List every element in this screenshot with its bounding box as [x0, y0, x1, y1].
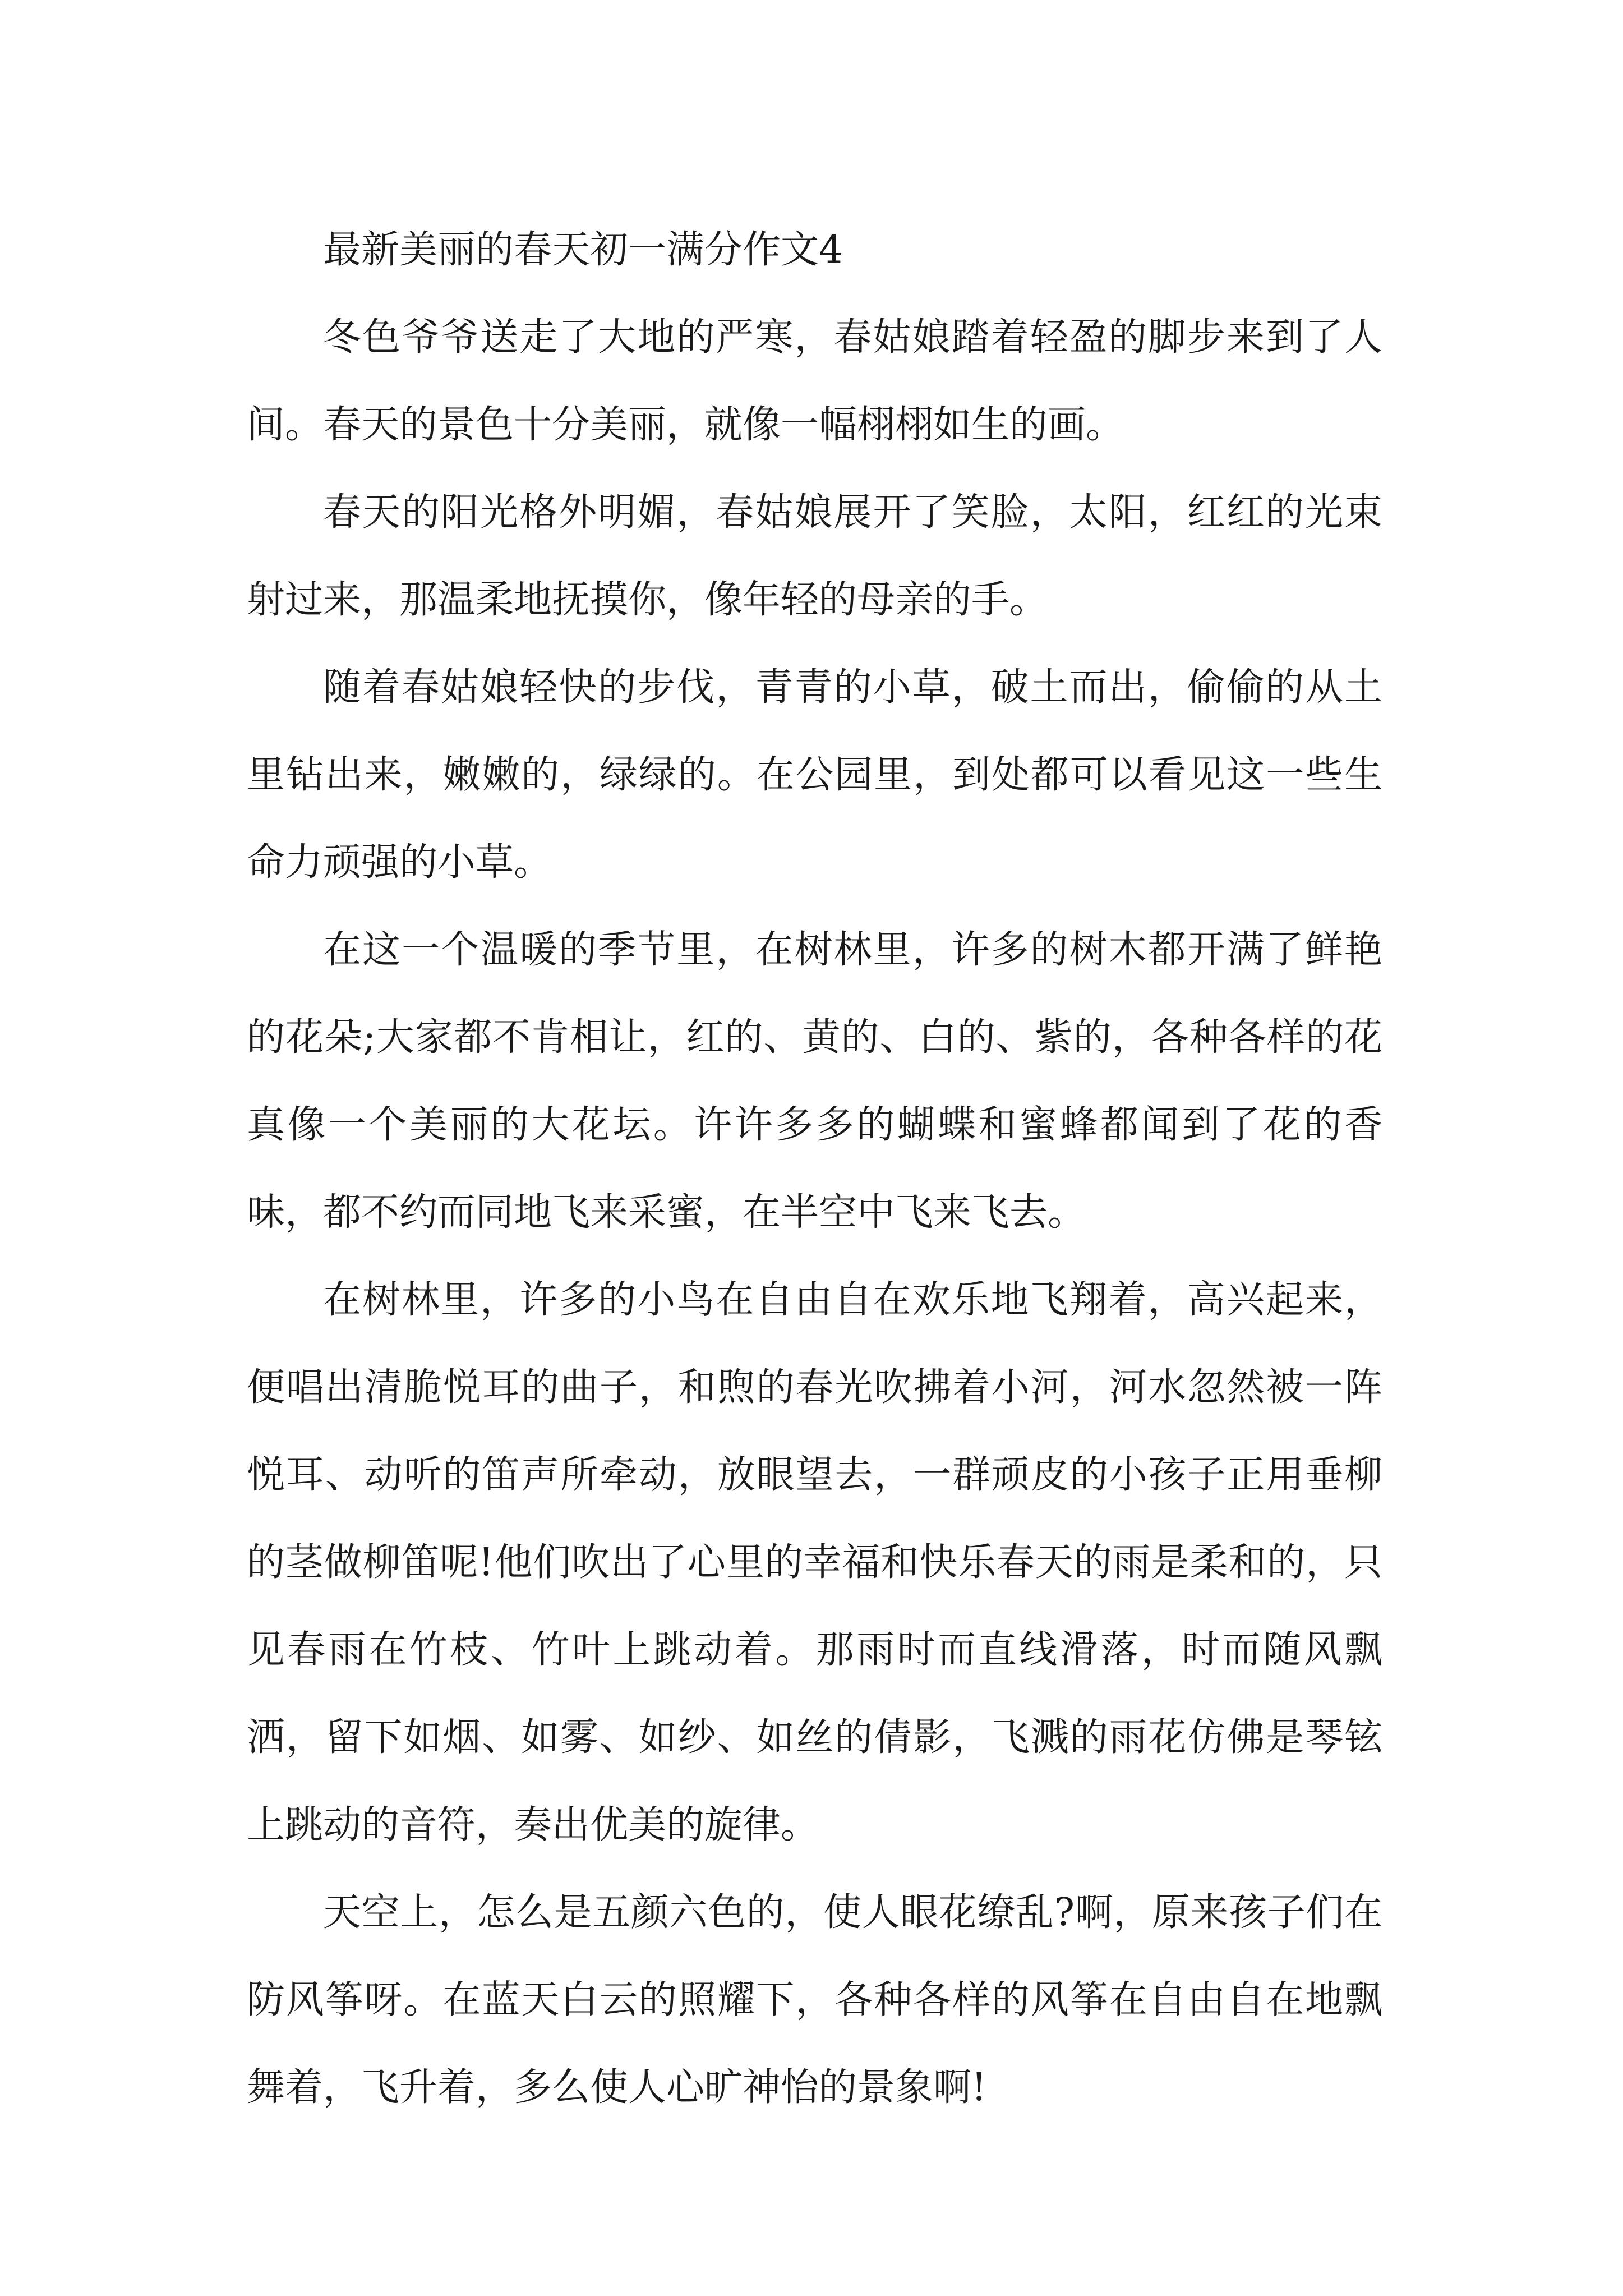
paragraph-1: 冬色爷爷送走了大地的严寒，春姑娘踏着轻盈的脚步来到了人间。春天的景色十分美丽，就像一幅栩栩如生的画。 [247, 315, 1382, 447]
document-body [247, 206, 1382, 2132]
paragraph-5: 在树林里，许多的小鸟在自由自在欢乐地飞翔着，高兴起来，便唱出清脆悦耳的曲子，和煦的春光吹拂着小河，河水忽然被一阵悦耳、动听的笛声所牵动，放眼望去，一群顽皮的小孩子正用垂柳的茎做柳笛呢!他们吹出了心里的幸福和快乐春天的雨是柔和的，只见春雨在竹枝、竹叶上跳动着。那雨时而直线滑落，时而随风飘洒，留下如烟、如雾、如纱、如丝的倩影，飞溅的雨花仿佛是琴铉上跳动的音符，奏出优美的旋律。 [247, 1278, 1382, 1847]
paragraph-4: 在这一个温暖的季节里，在树林里，许多的树木都开满了鲜艳的花朵;大家都不肯相让，红的、黄的、白的、紫的，各种各样的花真像一个美丽的大花坛。许许多多的蝴蝶和蜜蜂都闻到了花的香味，都不约而同地飞来采蜜，在半空中飞来飞去。 [247, 928, 1382, 1235]
document-title: 最新美丽的春天初一满分作文4 [323, 228, 843, 272]
paragraph-6: 天空上，怎么是五颜六色的，使人眼花缭乱?啊，原来孩子们在防风筝呀。在蓝天白云的照耀下，各种各样的风筝在自由自在地飘舞着，飞升着，多么使人心旷神怡的景象啊! [247, 1890, 1382, 2110]
paragraph-2: 春天的阳光格外明媚，春姑娘展开了笑脸，太阳，红红的光束射过来，那温柔地抚摸你，像年轻的母亲的手。 [247, 490, 1382, 622]
paragraph-3: 随着春姑娘轻快的步伐，青青的小草，破土而出，偷偷的从土里钻出来，嫩嫩的，绿绿的。在公园里，到处都可以看见这一些生命力顽强的小草。 [247, 665, 1382, 885]
